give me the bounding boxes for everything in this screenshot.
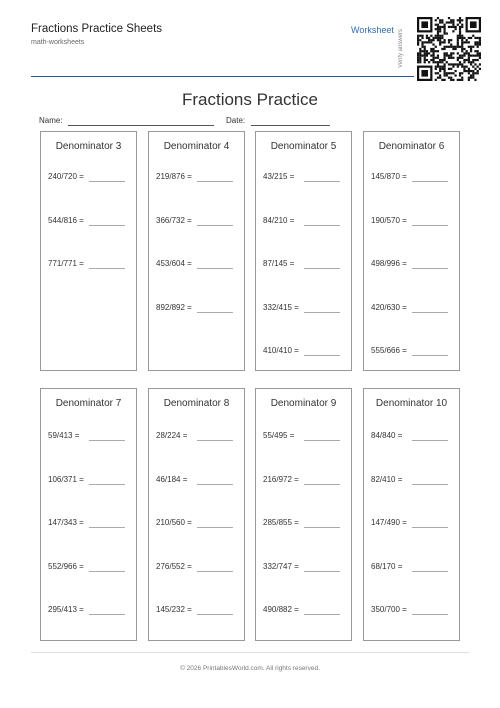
- answer-blank[interactable]: [89, 484, 125, 485]
- problem-text: 350/700 =: [371, 605, 407, 614]
- answer-blank[interactable]: [304, 527, 340, 528]
- problem-text: 84/840 =: [371, 431, 403, 440]
- problem-text: 84/210 =: [263, 215, 295, 225]
- answer-blank[interactable]: [197, 440, 233, 441]
- problem-text: 490/882 =: [263, 605, 299, 614]
- card-heading: Denominator 9: [270, 398, 337, 409]
- date-field[interactable]: [251, 125, 330, 126]
- problem-text: 410/410 =: [263, 346, 299, 355]
- practice-card: [255, 131, 352, 371]
- problem-text: 219/876 =: [156, 172, 192, 181]
- problem-text: 332/415 =: [263, 302, 299, 312]
- answer-blank[interactable]: [412, 268, 448, 269]
- answer-blank[interactable]: [89, 181, 125, 182]
- card-heading: Denominator 10: [375, 398, 448, 409]
- answer-blank[interactable]: [89, 527, 125, 528]
- answer-blank[interactable]: [197, 484, 233, 485]
- answer-blank[interactable]: [304, 181, 340, 182]
- practice-card: [148, 388, 245, 641]
- problem-text: 82/410 =: [371, 474, 403, 484]
- answer-blank[interactable]: [304, 614, 340, 615]
- answer-blank[interactable]: [304, 268, 340, 269]
- problem-text: 240/720 =: [48, 172, 84, 181]
- answer-blank[interactable]: [412, 440, 448, 441]
- answer-blank[interactable]: [412, 571, 448, 572]
- problem-text: 28/224 =: [156, 431, 188, 440]
- answer-blank[interactable]: [197, 312, 233, 313]
- answer-blank[interactable]: [412, 614, 448, 615]
- problem-text: 106/371 =: [48, 474, 84, 484]
- worksheet-tag: Worksheet: [351, 25, 394, 35]
- footer-copyright: © 2026 PrintablesWorld.com. All rights reserved.: [180, 665, 320, 672]
- footer-divider: [31, 652, 469, 653]
- problem-text: 552/966 =: [48, 561, 84, 571]
- problem-text: 332/747 =: [263, 561, 299, 571]
- answer-blank[interactable]: [89, 614, 125, 615]
- problem-text: 285/855 =: [263, 518, 299, 527]
- qr-code-icon: [417, 17, 481, 81]
- problem-text: 771/771 =: [48, 259, 84, 268]
- answer-blank[interactable]: [412, 225, 448, 226]
- problem-text: 892/892 =: [156, 302, 192, 312]
- problem-text: 43/215 =: [263, 172, 295, 181]
- answer-blank[interactable]: [412, 355, 448, 356]
- answer-blank[interactable]: [412, 527, 448, 528]
- problem-text: 544/816 =: [48, 215, 84, 225]
- answer-blank[interactable]: [197, 614, 233, 615]
- site-title: Fractions Practice Sheets: [31, 23, 163, 35]
- answer-blank[interactable]: [197, 181, 233, 182]
- card-heading: Denominator 3: [55, 141, 122, 152]
- problem-text: 68/170 =: [371, 561, 403, 571]
- header-divider: [31, 76, 414, 77]
- problem-text: 190/570 =: [371, 215, 407, 225]
- card-heading: Denominator 5: [270, 141, 337, 152]
- date-label: Date:: [226, 116, 246, 125]
- practice-card: [148, 131, 245, 371]
- problem-text: 59/413 =: [48, 431, 80, 440]
- answer-blank[interactable]: [412, 312, 448, 313]
- answer-blank[interactable]: [89, 440, 125, 441]
- answer-blank[interactable]: [412, 484, 448, 485]
- answer-blank[interactable]: [89, 571, 125, 572]
- problem-text: 295/413 =: [48, 605, 84, 614]
- answer-blank[interactable]: [197, 268, 233, 269]
- practice-card: [255, 388, 352, 641]
- answer-blank[interactable]: [304, 355, 340, 356]
- problem-text: 145/232 =: [156, 605, 192, 614]
- answer-blank[interactable]: [412, 181, 448, 182]
- card-heading: Denominator 4: [163, 141, 230, 152]
- answer-blank[interactable]: [89, 225, 125, 226]
- verify-answers-label: Verify answers: [398, 28, 404, 68]
- site-subtitle: math-worksheets: [31, 39, 85, 46]
- card-heading: Denominator 7: [55, 398, 122, 409]
- problem-text: 276/552 =: [156, 561, 192, 571]
- problem-text: 46/184 =: [156, 474, 188, 484]
- practice-card: [363, 388, 460, 641]
- name-label: Name:: [39, 116, 63, 125]
- problem-text: 87/145 =: [263, 259, 295, 268]
- answer-blank[interactable]: [197, 225, 233, 226]
- answer-blank[interactable]: [304, 225, 340, 226]
- problem-text: 145/870 =: [371, 172, 407, 181]
- practice-card: [40, 388, 137, 641]
- problem-text: 210/560 =: [156, 518, 192, 527]
- answer-blank[interactable]: [89, 268, 125, 269]
- problem-text: 420/630 =: [371, 302, 407, 312]
- name-field[interactable]: [68, 125, 214, 126]
- problem-text: 147/490 =: [371, 518, 407, 527]
- answer-blank[interactable]: [197, 571, 233, 572]
- practice-card: [40, 131, 137, 371]
- answer-blank[interactable]: [304, 484, 340, 485]
- problem-text: 216/972 =: [263, 474, 299, 484]
- problem-text: 55/495 =: [263, 431, 295, 440]
- card-heading: Denominator 8: [163, 398, 230, 409]
- problem-text: 555/666 =: [371, 346, 407, 355]
- page-title: Fractions Practice: [181, 90, 319, 109]
- card-heading: Denominator 6: [378, 141, 445, 152]
- practice-card: [363, 131, 460, 371]
- answer-blank[interactable]: [304, 571, 340, 572]
- problem-text: 498/996 =: [371, 259, 407, 268]
- problem-text: 453/604 =: [156, 259, 192, 268]
- answer-blank[interactable]: [197, 527, 233, 528]
- problem-text: 147/343 =: [48, 518, 84, 527]
- problem-text: 366/732 =: [156, 215, 192, 225]
- answer-blank[interactable]: [304, 312, 340, 313]
- answer-blank[interactable]: [304, 440, 340, 441]
